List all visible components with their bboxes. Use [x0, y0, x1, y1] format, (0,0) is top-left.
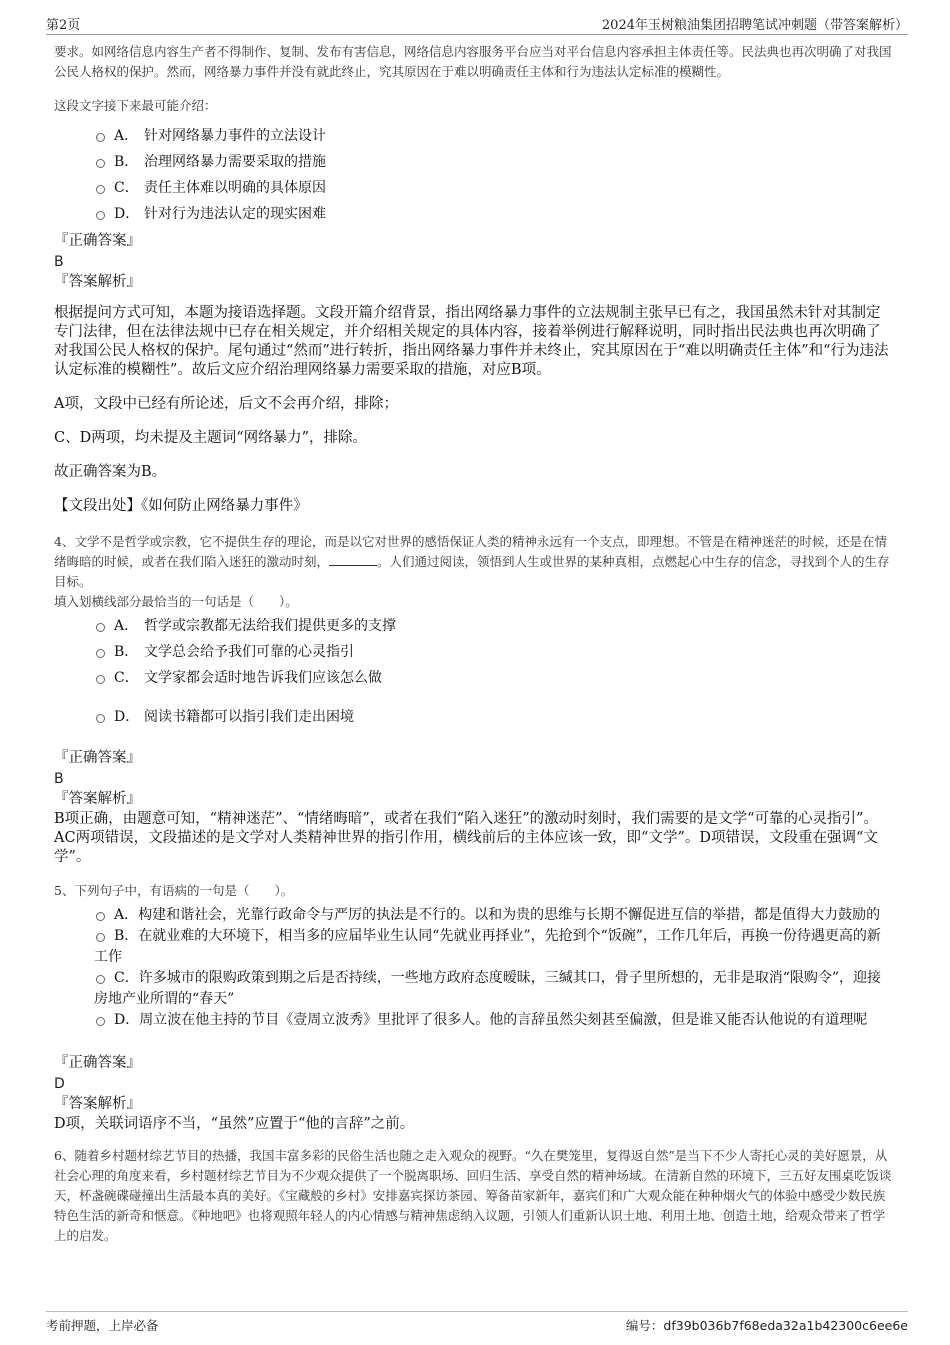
- q3-analysis-a: A项，文段中已经有所论述，后文不会再介绍，排除；: [54, 396, 398, 412]
- q5-stem: 5、下列句子中，有语病的一句是（ ）。: [54, 883, 294, 898]
- radio-icon[interactable]: [96, 623, 105, 632]
- q3-analysis-label: 『答案解析』: [54, 274, 141, 290]
- q3-passage-tail: 要求。如网络信息内容生产者不得制作、复制、发布有害信息，网络信息内容服务平台应当对平台信息内容承担主体责任等。民法典也再次明确了对我国公民人格权的保护。然而，网络暴力事件并没有就此终止，究其原因在于难以明确责任主体和行为违法认定标准的模糊性。: [54, 44, 892, 79]
- document-code: 编号：df39b036b7f68eda32a1b42300c6ee6e: [625, 1318, 908, 1333]
- q5-analysis-label: 『答案解析』: [54, 1096, 141, 1112]
- q4-option-a[interactable]: A． 哲学或宗教都无法给我们提供更多的支撑: [54, 616, 892, 637]
- q4-analysis-label: 『答案解析』: [54, 791, 141, 807]
- q3-source: 【文段出处】《如何防止网络暴力事件》: [54, 498, 308, 514]
- radio-icon[interactable]: [96, 211, 105, 220]
- radio-icon[interactable]: [96, 133, 105, 142]
- radio-icon[interactable]: [96, 1017, 105, 1026]
- q3-option-d[interactable]: D． 针对行为违法认定的现实困难: [54, 204, 892, 225]
- q3-option-b[interactable]: B． 治理网络暴力需要采取的措施: [54, 152, 892, 173]
- page-header: [46, 14, 908, 35]
- radio-icon[interactable]: [96, 933, 105, 942]
- q3-options: [54, 126, 892, 225]
- q4-analysis: B项正确，由题意可知，“精神迷茫”、“情绪晦暗”，或者在我们“陷入迷狂”的激动时刻时，我们需要的是文学“可靠的心灵指引”。AC两项错误，文段描述的是文学对人类精神世界的指引作用，横线前后的主体应该一致，即“文学”。D项错误，文段重在强调“文学”。: [54, 811, 878, 865]
- q5-option-d[interactable]: D．周立波在他主持的节目《壹周立波秀》里批评了很多人。他的言辞虽然尖刻甚至偏激，但是谁又能否认他说的有道理呢: [54, 1010, 892, 1031]
- q5-option-c[interactable]: C．许多城市的限购政策到期之后是否持续，一些地方政府态度暧昧，三缄其口，骨子里所想的，无非是取消“限购令”，迎接房地产业所谓的“春天”: [94, 970, 882, 1007]
- q4-question: 填入划横线部分最恰当的一句话是（ ）。: [54, 594, 298, 609]
- q6-stem: 6、随着乡村题材综艺节目的热播，我国丰富多彩的民俗生活也随之走入观众的视野。“久在樊笼里，复得返自然”是当下不少人寄托心灵的美好愿景，从社会心理的角度来看，乡村题材综艺节目为不少观众提供了一个脱离职场、回归生活、享受自然的精神场域。在清新自然的环境下，三五好友围桌吃饭谈天，杯盏碗碟碰撞出生活最本真的美好。《宝藏般的乡村》安排嘉宾探访茶园、筹备苗家新年，嘉宾们和广大观众能在种种烟火气的体验中感受少数民族特色生活的新奇和惬意。《种地吧》也将观照年轻人的内心情感与精神焦虑纳入议题，引领人们重新认识土地、利用土地、创造土地，给观众带来了哲学上的启发。: [54, 1148, 892, 1243]
- q5-answer-label: 『正确答案』: [54, 1055, 141, 1071]
- q4-options: [54, 616, 892, 728]
- q4-option-b[interactable]: B． 文学总会给予我们可靠的心灵指引: [54, 642, 892, 663]
- radio-icon[interactable]: [96, 975, 105, 984]
- q4-option-d[interactable]: D． 阅读书籍都可以指引我们走出困境: [54, 707, 892, 728]
- q5-analysis: D项，关联词语序不当，“虽然”应置于“他的言辞”之前。: [54, 1116, 415, 1132]
- q4-answer: B: [54, 771, 64, 787]
- radio-icon[interactable]: [96, 675, 105, 684]
- q3-answer-label: 『正确答案』: [54, 233, 141, 249]
- page-footer: [46, 1311, 908, 1339]
- radio-icon[interactable]: [96, 159, 105, 168]
- q5-answer: D: [54, 1076, 65, 1092]
- page-content: [54, 42, 892, 1246]
- q4-option-c[interactable]: C． 文学家都会适时地告诉我们应该怎么做: [54, 668, 892, 689]
- footer-slogan: 考前押题，上岸必备: [46, 1318, 159, 1333]
- q3-option-c[interactable]: C． 责任主体难以明确的具体原因: [54, 178, 892, 199]
- q5-option-b[interactable]: B．在就业难的大环境下，相当多的应届毕业生认同“先就业再择业”，先抢到个“饭碗”，工作几年后，再换一份待遇更高的新工作: [94, 928, 881, 965]
- q3-answer: B: [54, 254, 64, 270]
- radio-icon[interactable]: [96, 649, 105, 658]
- q5-option-a[interactable]: A．构建和谐社会，光靠行政命令与严厉的执法是不行的。以和为贵的思维与长期不懈促进互信的举措，都是值得大力鼓励的: [54, 905, 892, 926]
- radio-icon[interactable]: [96, 185, 105, 194]
- q4-answer-label: 『正确答案』: [54, 750, 141, 766]
- radio-icon[interactable]: [96, 714, 105, 723]
- q3-option-a[interactable]: A． 针对网络暴力事件的立法设计: [54, 126, 892, 147]
- radio-icon[interactable]: [96, 912, 105, 921]
- page-number: 第2页: [46, 18, 81, 33]
- q3-conclusion: 故正确答案为B。: [54, 464, 167, 480]
- answer-blank: [329, 553, 377, 566]
- q3-question: 这段文字接下来最可能介绍：: [54, 98, 217, 113]
- q3-analysis: 根据提问方式可知，本题为接语选择题。文段开篇介绍背景，指出网络暴力事件的立法规制主张早已有之，我国虽然未针对其制定专门法律，但在法律法规中已存在相关规定，并介绍相关规定的具体内容，接着举例进行解释说明，同时指出民法典也再次明确了对我国公民人格权的保护。尾句通过“然而”进行转折，指出网络暴力事件并未终止，究其原因在于“难以明确责任主体”和“行为违法认定标准的模糊性”。故后文应介绍治理网络暴力需要采取的措施，对应B项。: [54, 305, 889, 378]
- document-title: 2024年玉树粮油集团招聘笔试冲刺题（带答案解析）: [601, 18, 908, 33]
- q5-options: [54, 905, 892, 1031]
- q3-analysis-cd: C、D两项，均未提及主题词“网络暴力”，排除。: [54, 430, 368, 446]
- q4-stem: 4、文学不是哲学或宗教，它不提供生存的理论，而是以它对世界的感悟保证人类的精神永远有一个支点，即理想。不管是在精神迷茫的时候，还是在情绪晦暗的时候，或者在我们陷入迷狂的激动时刻， 。人们通过阅读，领悟到人生或世界的某种真相，点燃起心中生存的信念，寻找到个人的生存目标。: [54, 534, 890, 589]
